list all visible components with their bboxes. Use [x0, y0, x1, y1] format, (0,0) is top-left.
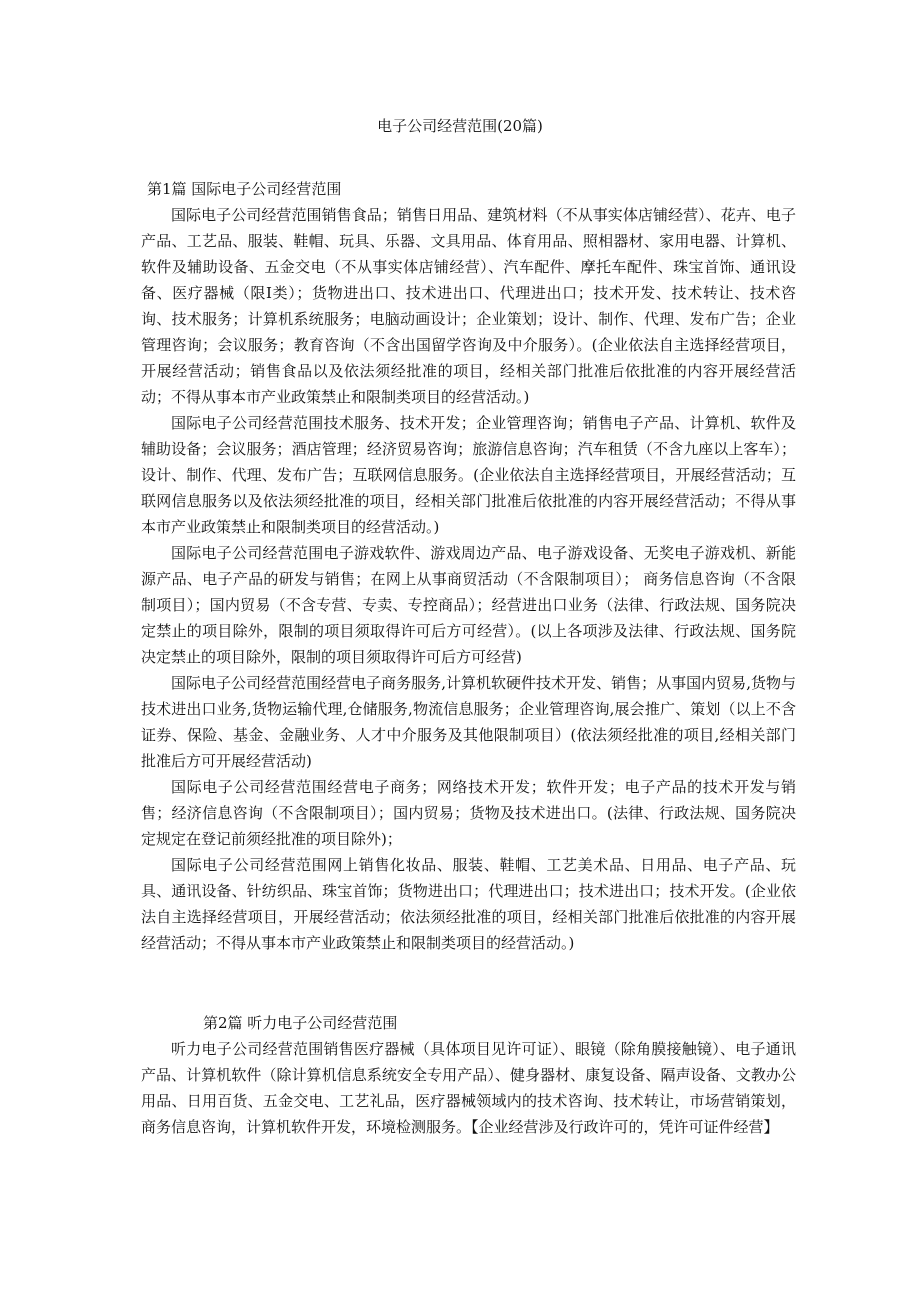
document-title: 电子公司经营范围(20篇) — [377, 117, 543, 135]
section-1 — [141, 176, 796, 956]
section-2 — [141, 1010, 796, 1140]
paragraph: 国际电子公司经营范围经营电子商务；网络技术开发；软件开发；电子产品的技术开发与销售；经济信息咨询（不含限制项目）；国内贸易；货物及技术进出口。(法律、行政法规、国务院决定规定在登记前须经批准的项目除外)； — [141, 778, 796, 848]
paragraph: 听力电子公司经营范围销售医疗器械（具体项目见许可证）、眼镜（除角膜接触镜）、电子通讯产品、计算机软件（除计算机信息系统安全专用产品）、健身器材、康复设备、隔声设备、文教办公用品、日用百货、五金交电、工艺礼品，医疗器械领域内的技术咨询、技术转让，市场营销策划，商务信息咨询，计算机软件开发，环境检测服务。【企业经营涉及行政许可的，凭许可证件经营】 — [141, 1040, 796, 1136]
paragraph: 国际电子公司经营范围网上销售化妆品、服装、鞋帽、工艺美术品、日用品、电子产品、玩具、通讯设备、针纺织品、珠宝首饰；货物进出口；代理进出口；技术进出口；技术开发。(企业依法自主选择经营项目，开展经营活动；依法须经批准的项目，经相关部门批准后依批准的内容开展经营活动；不得从事本市产业政策禁止和限制类项目的经营活动。) — [141, 856, 796, 952]
section-heading: 第1篇 国际电子公司经营范围 — [147, 180, 342, 198]
paragraph: 国际电子公司经营范围经营电子商务服务,计算机软硬件技术开发、销售；从事国内贸易,货物与技术进出口业务,货物运输代理,仓储服务,物流信息服务；企业管理咨询,展会推广、策划（以上不含证券、保险、基金、金融业务、人才中介服务及其他限制项目）(依法须经批准的项目,经相关部门批准后方可开展经营活动) — [141, 674, 796, 770]
paragraph: 国际电子公司经营范围技术服务、技术开发；企业管理咨询；销售电子产品、计算机、软件及辅助设备；会议服务；酒店管理；经济贸易咨询；旅游信息咨询；汽车租赁（不含九座以上客车）；设计、制作、代理、发布广告；互联网信息服务。(企业依法自主选择经营项目，开展经营活动；互联网信息服务以及依法须经批准的项目，经相关部门批准后依批准的内容开展经营活动；不得从事本市产业政策禁止和限制类项目的经营活动。) — [141, 414, 796, 536]
section-heading: 第2篇 听力电子公司经营范围 — [203, 1014, 398, 1032]
paragraph: 国际电子公司经营范围电子游戏软件、游戏周边产品、电子游戏设备、无奖电子游戏机、新能源产品、电子产品的研发与销售；在网上从事商贸活动（不含限制项目）； 商务信息咨询（不含限制项目）；国内贸易（不含专营、专卖、专控商品）；经营进出口业务（法律、行政法规、国务院决定禁止的项目除外，限制的项目须取得许可后方可经营）。(以上各项涉及法律、行政法规、国务院决定禁止的项目除外，限制的项目须取得许可后方可经营) — [141, 544, 796, 666]
paragraph: 国际电子公司经营范围销售食品；销售日用品、建筑材料（不从事实体店铺经营）、花卉、电子产品、工艺品、服装、鞋帽、玩具、乐器、文具用品、体育用品、照相器材、家用电器、计算机、软件及辅助设备、五金交电（不从事实体店铺经营）、汽车配件、摩托车配件、珠宝首饰、通讯设备、医疗器械（限Ⅰ类）；货物进出口、技术进出口、代理进出口；技术开发、技术转让、技术咨询、技术服务；计算机系统服务；电脑动画设计；企业策划；设计、制作、代理、发布广告；企业管理咨询；会议服务；教育咨询（不含出国留学咨询及中介服务）。(企业依法自主选择经营项目，开展经营活动；销售食品以及依法须经批准的项目，经相关部门批准后依批准的内容开展经营活动；不得从事本市产业政策禁止和限制类项目的经营活动。) — [141, 206, 796, 406]
